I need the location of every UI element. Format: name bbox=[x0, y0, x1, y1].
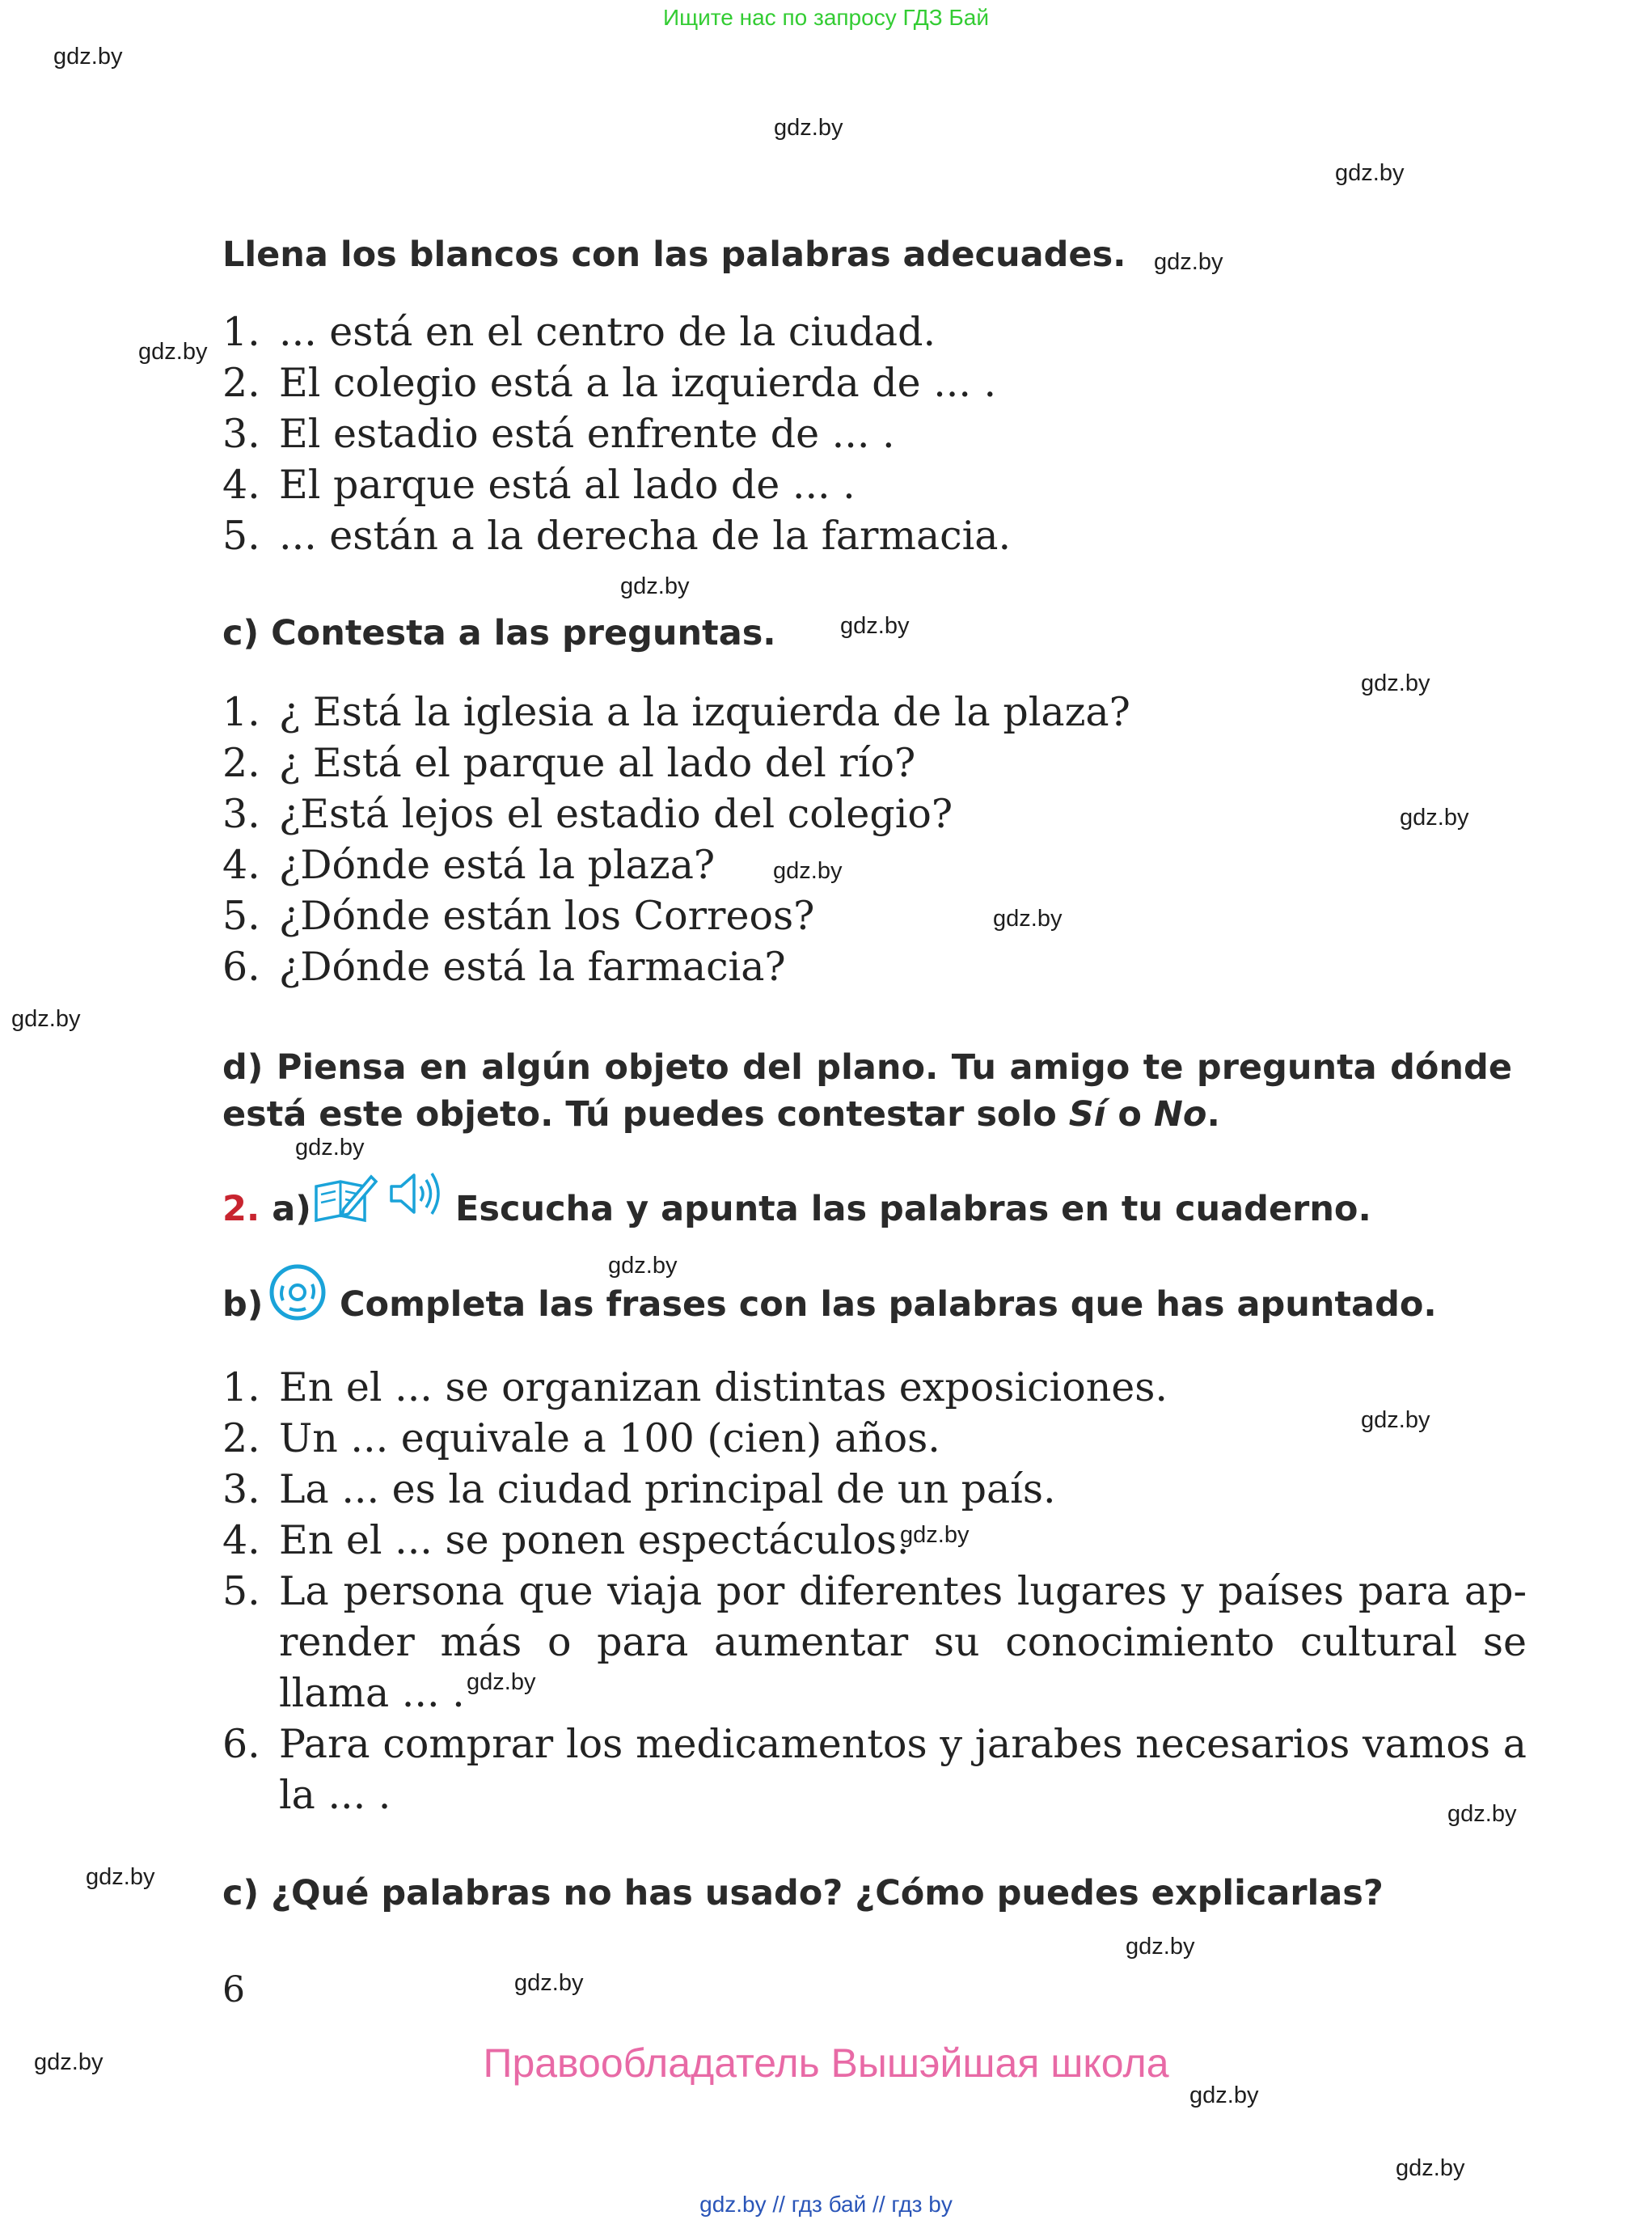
section-c-heading: c) Contesta a las preguntas. bbox=[222, 613, 776, 653]
watermark: gdz.by bbox=[1154, 249, 1223, 275]
list-item: 5. ¿Dónde están los Correos? bbox=[222, 893, 815, 939]
list-item: 3. El estadio está enfrente de ... . bbox=[222, 411, 895, 457]
part-label: a) bbox=[272, 1189, 311, 1229]
watermark: gdz.by bbox=[1361, 670, 1430, 696]
exercise-2c-heading: c) ¿Qué palabras no has usado? ¿Cómo puedes explicarlas? bbox=[222, 1873, 1384, 1913]
list-item-line: la ... . bbox=[279, 1772, 391, 1818]
watermark: gdz.by bbox=[34, 2049, 104, 2075]
exercise-2a-text: Escucha y apunta las palabras en tu cuaderno. bbox=[455, 1189, 1371, 1229]
list-item-line: Para comprar los medicamentos y jarabes necesarios vamos a bbox=[279, 1721, 1527, 1767]
list-item-line: La persona que viaja por diferentes lugares y países para ap- bbox=[279, 1568, 1527, 1614]
speaker-icon bbox=[387, 1169, 443, 1219]
watermark: gdz.by bbox=[11, 1006, 81, 1032]
list-item: 4. En el ... se ponen espectáculos. bbox=[222, 1517, 910, 1563]
list-item: 6. ¿Dónde está la farmacia? bbox=[222, 944, 786, 990]
watermark: gdz.by bbox=[1126, 1934, 1195, 1960]
cd-icon bbox=[267, 1262, 328, 1323]
watermark: gdz.by bbox=[1361, 1407, 1430, 1433]
watermark: gdz.by bbox=[608, 1253, 678, 1279]
footer-links: gdz.by // гдз бай // гдз by bbox=[699, 2192, 953, 2217]
watermark: gdz.by bbox=[138, 339, 208, 365]
watermark: gdz.by bbox=[840, 613, 910, 639]
part-label: b) bbox=[222, 1284, 264, 1325]
watermark: gdz.by bbox=[1396, 2155, 1465, 2181]
exercise-2a bbox=[222, 1189, 311, 1229]
list-item: 4. El parque está al lado de ... . bbox=[222, 462, 856, 508]
watermark: gdz.by bbox=[53, 44, 123, 70]
watermark: gdz.by bbox=[774, 115, 843, 141]
list-item: 1. ¿ Está la iglesia a la izquierda de la plaza? bbox=[222, 689, 1130, 735]
watermark: gdz.by bbox=[295, 1135, 365, 1161]
watermark: gdz.by bbox=[467, 1669, 536, 1695]
section-a-heading: Llena los blancos con las palabras adecuades. bbox=[222, 235, 1126, 275]
list-item: 5. ... están a la derecha de la farmacia. bbox=[222, 513, 1012, 559]
exercise-number: 2. bbox=[222, 1189, 260, 1229]
watermark: gdz.by bbox=[900, 1522, 970, 1548]
exercise-2b-text: Completa las frases con las palabras que has apuntado. bbox=[340, 1284, 1437, 1325]
list-item: 1. En el ... se organizan distintas exposiciones. bbox=[222, 1364, 1168, 1410]
copyright-notice: Правообладатель Вышэйшая школа bbox=[483, 2040, 1169, 2086]
watermark: gdz.by bbox=[1189, 2082, 1259, 2108]
list-item-number: 5. bbox=[222, 1568, 260, 1614]
watermark: gdz.by bbox=[773, 858, 843, 884]
list-item: 2. ¿ Está el parque al lado del río? bbox=[222, 740, 916, 786]
list-item: 4. ¿Dónde está la plaza? bbox=[222, 842, 716, 888]
watermark: gdz.by bbox=[1447, 1801, 1517, 1827]
list-item-line: llama ... . bbox=[279, 1670, 465, 1716]
watermark: gdz.by bbox=[86, 1864, 155, 1890]
section-d-line2: está este objeto. Tú puedes contestar solo Sí o No. bbox=[222, 1094, 1220, 1135]
list-item: 1. ... está en el centro de la ciudad. bbox=[222, 309, 936, 355]
list-item: 3. ¿Está lejos el estadio del colegio? bbox=[222, 791, 953, 837]
watermark: gdz.by bbox=[620, 573, 690, 599]
section-d-line1: d) Piensa en algún objeto del plano. Tu amigo te pregunta dónde bbox=[222, 1047, 1512, 1088]
list-item-line: render más o para aumentar su conocimiento cultural se bbox=[279, 1619, 1527, 1665]
watermark: gdz.by bbox=[993, 906, 1063, 932]
writing-icon bbox=[311, 1169, 380, 1225]
watermark: gdz.by bbox=[1400, 805, 1469, 831]
top-banner: Ищите нас по запросу ГДЗ Бай bbox=[662, 5, 990, 30]
list-item: 3. La ... es la ciudad principal de un país. bbox=[222, 1466, 1056, 1512]
page-number: 6 bbox=[222, 1969, 245, 2010]
list-item: 2. El colegio está a la izquierda de ... . bbox=[222, 360, 997, 406]
list-item-number: 6. bbox=[222, 1721, 260, 1767]
list-item: 2. Un ... equivale a 100 (cien) años. bbox=[222, 1415, 940, 1461]
watermark: gdz.by bbox=[1335, 160, 1405, 186]
watermark: gdz.by bbox=[514, 1970, 584, 1996]
